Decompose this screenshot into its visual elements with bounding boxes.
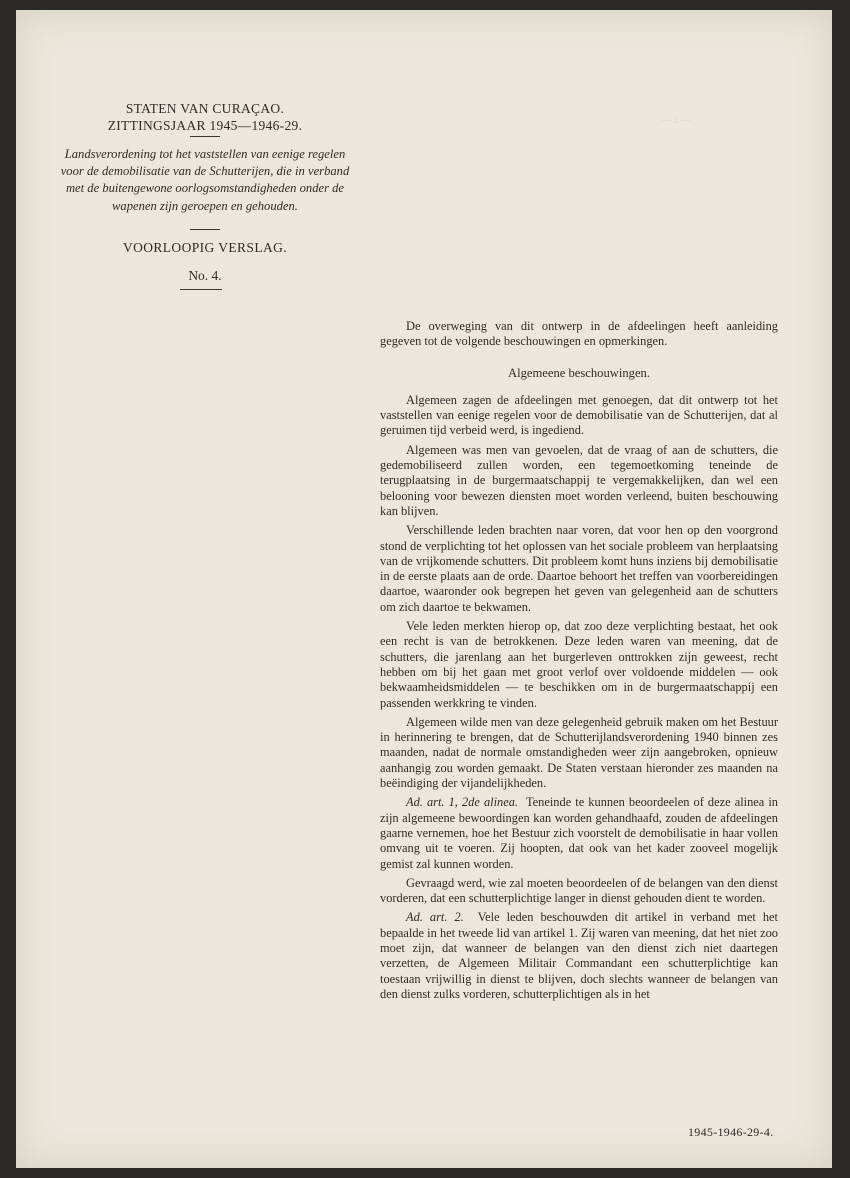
article-1-paragraph — [380, 795, 778, 871]
bill-subject: Landsverordening tot het vaststellen van eenige regelen voor de demobilisatie van de Schutterijen, die in verband met de buitengewone oorlogsomstandigheden onder de wapenen zijn geroepen en gehouden. — [60, 147, 350, 213]
report-number: No. 4. — [188, 268, 222, 283]
header-line-states: STATEN VAN CURAÇAO. — [125, 101, 285, 116]
body-paragraph: Algemeen wilde men van deze gelegenheid gebruik maken om het Bestuur in herinnering te brengen, dat de Schutterijlandsverordening 1940 binnen zes maanden, nadat de normale omstandigheden weer zijn aangebroken, opnieuw aanhangig zou worden gemaakt. De Staten verstaan hieronder zes maanden na beëindiging der vijandelijkheden. — [380, 714, 778, 791]
section-heading: Algemeene beschouwingen. — [508, 365, 650, 380]
report-title: VOORLOOPIG VERSLAG. — [122, 240, 288, 255]
document-page — [16, 10, 832, 1168]
report-number-underline — [180, 289, 222, 290]
article-1-label: Ad. art. 1, 2de alinea. — [406, 795, 519, 810]
body-paragraph: Algemeen was men van gevoelen, dat de vraag of aan de schutters, die gedemobiliseerd zullen worden, een tegemoetkoming teneinde de terugplaatsing in de burgermaatschappij te vergemakkelijken, dan wel een belooning voor bewezen diensten moet worden verleend, buiten beschouwing kan blijven. — [380, 442, 778, 518]
question-paragraph: Gevraagd werd, wie zal moeten beoordeelen of de belangen van den dienst vorderen, dat een schutterplichtige langer in dienst gehouden dient te worden. — [380, 875, 778, 906]
body-paragraph: Verschillende leden brachten naar voren, dat voor hen op den voorgrond stond de verplichting tot het oplossen van het sociale probleem van herplaatsing van de vrijkomende schutters. Dit probleem komt huns inziens bij demobilisatie in de eerste plaats aan de orde. Daartoe behoort het treffen van voorbereidingen daartoe, waaronder ook begrepen het geven van gelegenheid aan de schutters om zich daartoe te bekwamen. — [380, 523, 778, 614]
divider — [190, 229, 220, 230]
body-paragraph: Vele leden merkten hierop op, dat zoo deze verplichting bestaat, het ook een recht is van de betrokkenen. Deze leden waren van meening, dat de schutters, die jarenlang aan het burgerleven onttrokken zijn geweest, recht hebben om bij het gaan met groot verlof over voldoende middelen — ook bekwaamheidsmiddelen — te beschikken om in de burgermaatschappij een passenden werkkring te vinden. — [380, 619, 778, 710]
article-2-paragraph — [380, 910, 778, 1002]
article-2-text: Vele leden beschouwden dit artikel in verband met het bepaalde in het tweede lid van artikel 1. Zij waren van meening, dat het niet zoo moet zijn, dat wanneer de belangen van den dienst zich niet daartegen verzetten, de Algemeen Militair Commandant een schutterplichtige kan toestaan vrijwillig in dienst te blijven, doch slechts wanneer de belangen van den dienst zulks vorderen, schutterplichtigen als in het — [380, 910, 778, 1001]
article-1-text: Teneinde te kunnen beoordeelen of deze alinea in zijn algemeene bewoordingen kan worden gehandhaafd, zouden de afdeelingen gaarne vernemen, hoe het Bestuur zich voorstelt de demobilisatie in haar vollen omvang uit te voeren. Zij hoopten, dat ook van het kader zooveel mogelijk gemist zal kunnen worden. — [380, 795, 778, 871]
document-code: 1945-1946-29-4. — [688, 1125, 774, 1139]
document-header — [60, 100, 350, 134]
intro-paragraph: De overweging van dit ontwerp in de afdeelingen heeft aanleiding gegeven tot de volgende beschouwingen en opmerkingen. — [380, 319, 778, 349]
article-2-label: Ad. art. 2. — [406, 910, 464, 925]
report-body — [380, 319, 778, 1006]
divider — [190, 136, 220, 137]
body-paragraph: Algemeen zagen de afdeelingen met genoegen, dat dit ontwerp tot het vaststellen van eenige regelen voor de demobilisatie van de Schutterijen, dat al geruimen tijd verbeid werd, is ingediend. — [380, 392, 778, 438]
header-line-session: ZITTINGSJAAR 1945—1946-29. — [107, 118, 303, 133]
faint-page-number: — 2 — — [661, 115, 691, 126]
show-through-text — [536, 115, 816, 235]
